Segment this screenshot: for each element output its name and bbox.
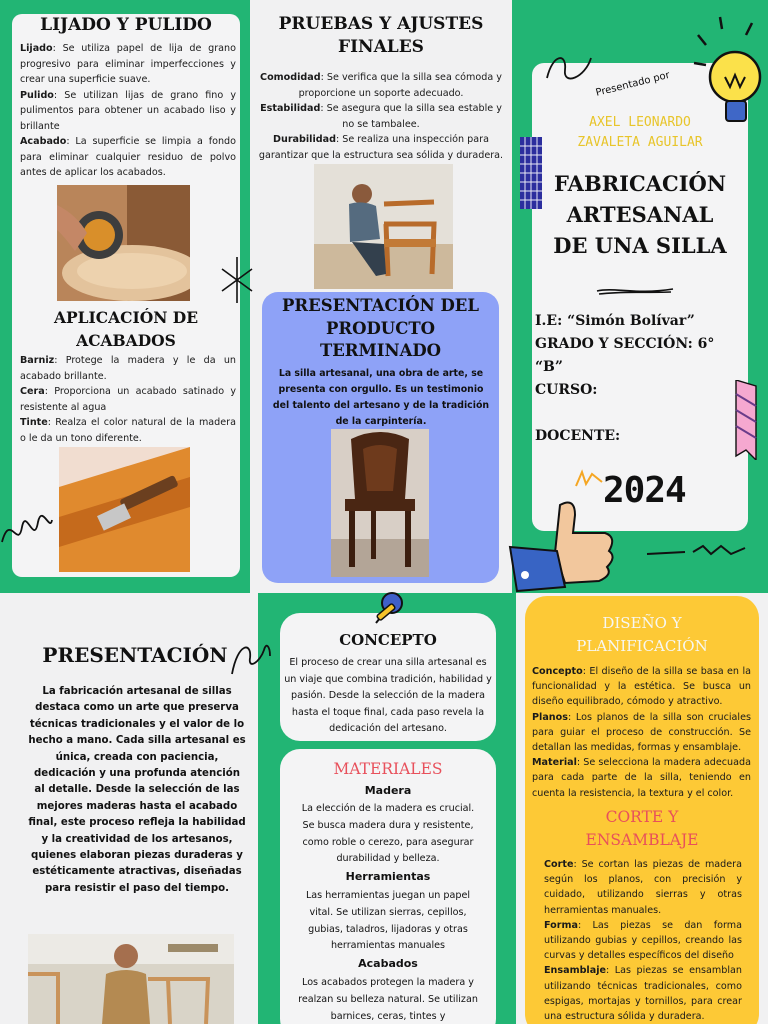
course-label: CURSO: — [535, 382, 598, 398]
tests-item: Estabilidad: Se asegura que la silla sea estable y no se tambalee. — [260, 103, 502, 130]
school-label: I.E: “Simón Bolívar” — [535, 313, 695, 329]
tests-item: Comodidad: Se verifica que la silla sea cómoda y proporcione un soporte adecuado. — [260, 72, 502, 99]
finished-chair-photo — [331, 429, 429, 577]
sanding-item: Pulido: Se utilizan lijas de grano fino y pulimentos para obtener un acabado liso y brillante — [20, 89, 236, 132]
design-title: DISEÑO Y PLANIFICACIÓN — [576, 614, 708, 655]
year-sparkle — [574, 468, 604, 490]
materials-finish-text: Los acabados protegen la madera y realzan su belleza natural. Se utilizan barnices, ceras, tintes y — [298, 977, 478, 1022]
zigzag-doodle — [645, 540, 750, 560]
sanding-title: LIJADO Y PULIDO — [40, 15, 212, 35]
cover-title: FABRICACIÓN ARTESANAL DE UNA SILLA — [553, 171, 727, 258]
design-item: Planos: Los planos de la silla son cruciales para guiar el proceso de construcción. Se detallan las medidas, formas y ensamblaje. — [532, 711, 751, 754]
product-text: La silla artesanal, una obra de arte, se presenta con orgullo. Es un testimonio del talento del artesano y de la tradición de la carpintería. — [272, 368, 490, 427]
finish-item: Tinte: Realza el color natural de la madera o le da un tono diferente. — [20, 417, 236, 444]
tests-list — [256, 70, 506, 163]
presented-by: Presentado por — [594, 69, 671, 99]
design-list — [532, 664, 751, 801]
concept-title: CONCEPTO — [339, 631, 437, 649]
grid-sticker — [520, 137, 542, 209]
materials-wood-title: Madera — [364, 784, 412, 797]
presentation-title: PRESENTACIÓN — [42, 643, 228, 667]
thumbs-up-icon — [505, 495, 625, 595]
tests-title: PRUEBAS Y AJUSTES FINALES — [278, 14, 484, 57]
concept-text: El proceso de crear una silla artesanal es un viaje que combina tradición, habilidad y pasión. Desde la selección de la madera hasta el toque final, cada paso revela la dedicación del artesano. — [284, 657, 492, 735]
sanding-list — [20, 41, 236, 181]
varnish-photo — [59, 447, 190, 572]
product-title: PRESENTACIÓN DEL PRODUCTO TERMINADO — [282, 296, 479, 360]
star-doodle — [220, 255, 254, 305]
testing-photo — [314, 164, 453, 289]
finish-title: APLICACIÓN DE ACABADOS — [53, 308, 199, 350]
sanding-item: Lijado: Se utiliza papel de lija de grano progresivo para eliminar imperfecciones y crear una superficie suave. — [20, 43, 236, 85]
presentation-text: La fabricación artesanal de sillas destaca como un arte que preserva técnicas tradicionales y el valor de lo hecho a mano. Cada silla artesanal es única, creada con paciencia, dedicación y una profunda atención al detalle. Desde la selección de las mejores maderas hasta el acabado final, este proceso refleja la habilidad y la creatividad de los artesanos, quienes elaboran piezas duraderas y estéticamente atractivas, diseñadas para resistir el paso del tiempo. — [28, 686, 246, 894]
assembly-item: Forma: Las piezas se dan forma utilizando gubias y cepillos, creando las curvas y detalles específicos del diseño — [544, 919, 742, 962]
year: 2024 — [603, 470, 686, 511]
assembly-list — [544, 857, 742, 1024]
finish-list — [20, 353, 236, 446]
pushpin-icon — [370, 589, 406, 625]
teacher-label: DOCENTE: — [535, 428, 621, 444]
title-underline-scribble — [595, 285, 675, 297]
materials-tools-text: Las herramientas juegan un papel vital. Se utilizan sierras, cepillos, gubias, taladros, lijadoras y otras herramientas manuales — [305, 890, 471, 952]
curl-doodle — [545, 48, 595, 88]
assembly-item: Ensamblaje: Las piezas se ensamblan utilizando técnicas tradicionales, como espigas, mortajas y tornillos, para crear una estructura sólida y duradera. — [544, 965, 742, 1023]
tests-item: Durabilidad: Se realiza una inspección para garantizar que la estructura sea sólida y duradera. — [258, 134, 504, 161]
materials-finish-title: Acabados — [358, 957, 418, 970]
sanding-item: Acabado: La superficie se limpia a fondo para eliminar cualquier residuo de polvo antes de aplicar los acabados. — [20, 136, 236, 178]
lightbulb-icon — [690, 15, 765, 130]
ribbon-sticker — [734, 380, 758, 460]
craftsman-photo — [28, 934, 234, 1024]
materials-title: MATERIALES — [333, 760, 443, 778]
materials-tools-title: Herramientas — [345, 870, 431, 883]
finish-item: Cera: Proporciona un acabado satinado y resistente al agua — [20, 386, 236, 413]
sanding-photo — [57, 185, 190, 301]
author-name: AXEL LEONARDO ZAVALETA AGUILAR — [577, 115, 703, 150]
assembly-item: Corte: Se cortan las piezas de madera según los planos, con precisión y cuidado, utilizando sierras y otras herramientas manuales. — [544, 859, 742, 916]
loop-doodle — [228, 636, 273, 678]
cover-info — [535, 310, 745, 448]
finish-item: Barniz: Protege la madera y le da un acabado brillante. — [20, 355, 236, 382]
materials-wood-text: La elección de la madera es crucial. Se busca madera dura y resistente, como roble o cerezo, para asegurar durabilidad y belleza. — [301, 803, 475, 865]
design-item: Material: Se selecciona la madera adecuada para cada parte de la silla, teniendo en cuenta la resistencia, la textura y el color. — [532, 757, 751, 799]
design-item: Concepto: El diseño de la silla se basa en la funcionalidad y la estética. Se busca un diseño equilibrado, cómodo y atractivo. — [532, 666, 751, 708]
assembly-title: CORTE Y ENSAMBLAJE — [585, 808, 699, 849]
scribble-doodle — [0, 502, 55, 552]
grade-label: GRADO Y SECCIÓN: 6° “B” — [535, 336, 715, 375]
